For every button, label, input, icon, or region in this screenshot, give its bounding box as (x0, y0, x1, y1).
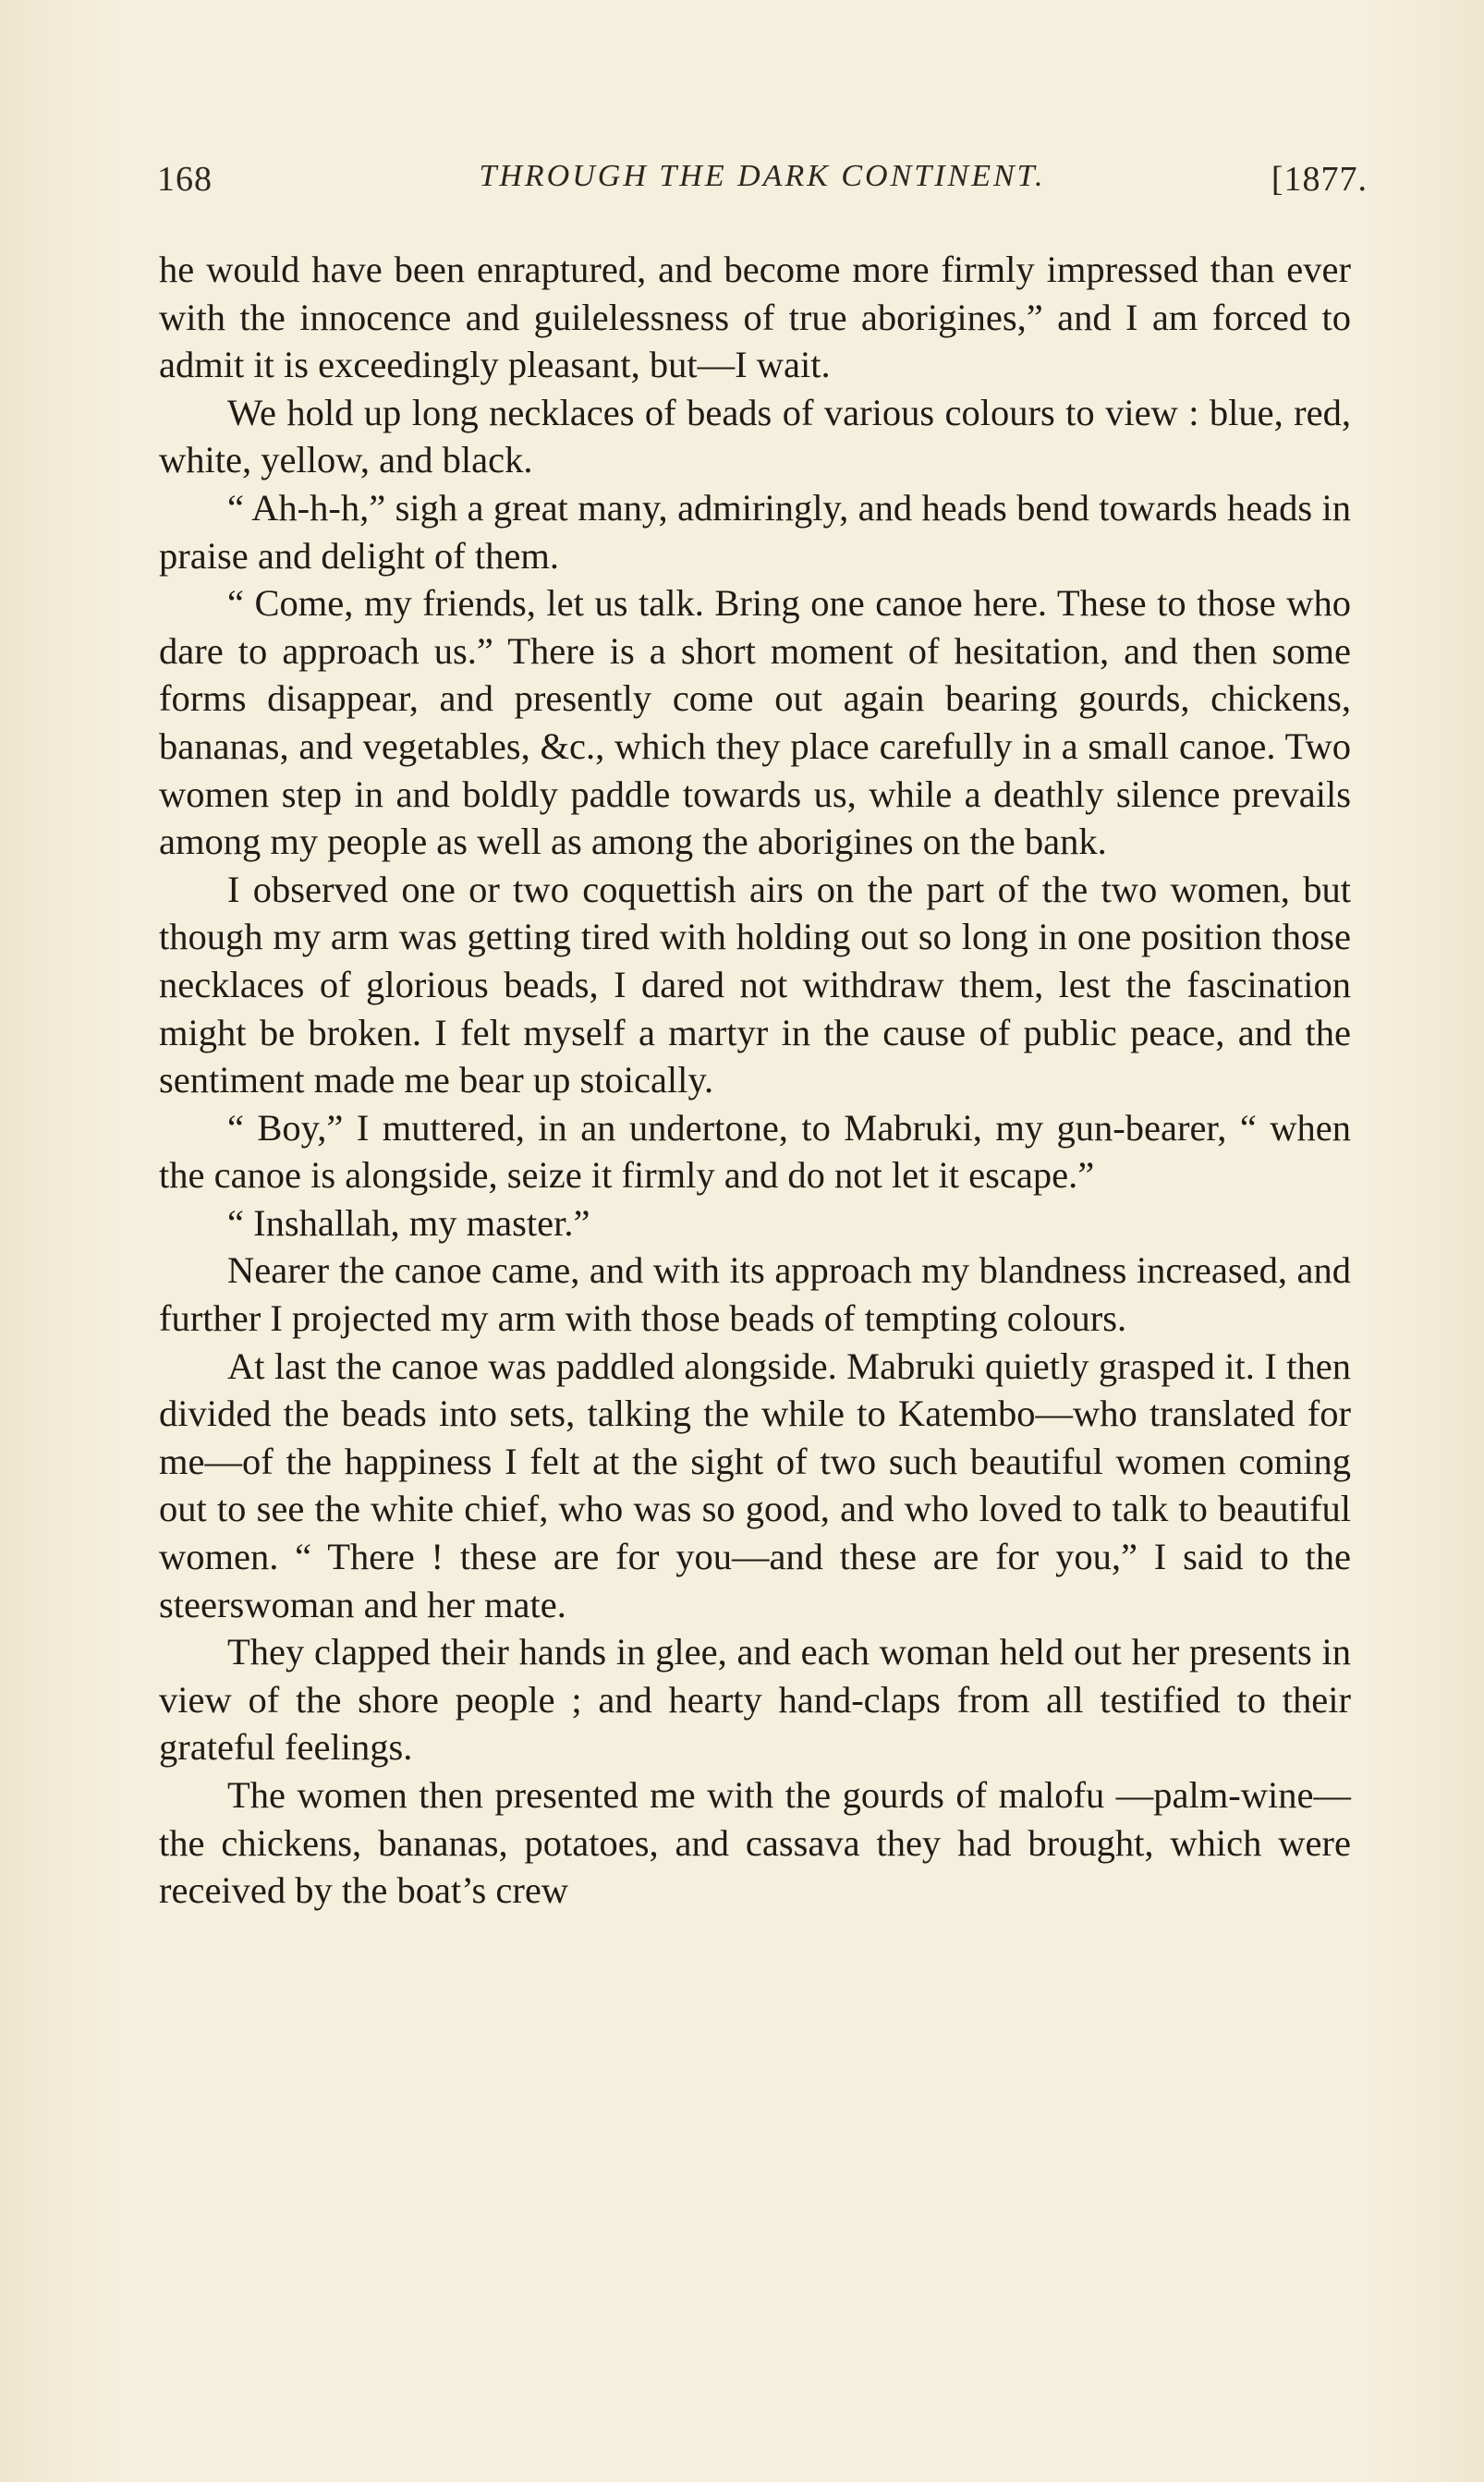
paragraph: he would have been enraptured, and become more firmly impressed than ever with the innocence and guilelessness of true aborigines,” and I am forced to admit it is exceedingly pleasant, but—I wait. (159, 249, 1351, 386)
paragraph: “ Inshallah, my master.” (227, 1201, 590, 1244)
running-header (157, 153, 1368, 209)
paragraph: Nearer the canoe came, and with its approach my blandness increased, and further I projected my arm with those beads of tempting colours. (159, 1249, 1351, 1340)
paragraph: The women then presented me with the gourds of malofu —palm-wine—the chickens, bananas, potatoes, and cassava they had brought, which were received by the boat’s crew (159, 1774, 1351, 1912)
page-number: 168 (157, 160, 213, 199)
paragraph: “ Ah-h-h,” sigh a great many, admiringly, and heads bend towards heads in praise and delight of them. (159, 486, 1351, 577)
paragraph: “ Come, my friends, let us talk. Bring one canoe here. These to those who dare to approach us.” There is a short moment of hesitation, and then some forms disappear, and presently come out again bearing gourds, chickens, bananas, and vegetables, &c., which they place carefully in a small canoe. Two women step in and boldly paddle towards us, while a deathly silence prevails among my people as well as among the aborigines on the bank. (159, 582, 1351, 863)
running-title: THROUGH THE DARK CONTINENT. (479, 159, 1046, 193)
year-marker: [1877. (1271, 160, 1368, 199)
paragraph: We hold up long necklaces of beads of various colours to view : blue, red, white, yellow, and black. (159, 391, 1351, 481)
paragraph: I observed one or two coquettish airs on the part of the two women, but though my arm was getting tired with holding out so long in one position those necklaces of glorious beads, I dared not withdraw them, lest the fascination might be broken. I felt myself a martyr in the cause of public peace, and the sentiment made me bear up stoically. (159, 868, 1351, 1101)
paragraph: They clapped their hands in glee, and each woman held out her presents in view of the shore people ; and hearty hand-claps from all testified to their grateful feelings. (159, 1631, 1351, 1769)
paragraph: At last the canoe was paddled alongside. Mabruki quietly grasped it. I then divided the beads into sets, talking the while to Katembo—who translated for me—of the happiness I felt at the sight of two such beautiful women coming out to see the white chief, who was so good, and who loved to talk to beautiful women. “ There ! these are for you—and these are for you,” I said to the steerswoman and her mate. (159, 1344, 1351, 1625)
body-text (159, 246, 1351, 1915)
paragraph: “ Boy,” I muttered, in an undertone, to Mabruki, my gun-bearer, “ when the canoe is alongside, seize it firmly and do not let it escape.” (159, 1106, 1351, 1197)
